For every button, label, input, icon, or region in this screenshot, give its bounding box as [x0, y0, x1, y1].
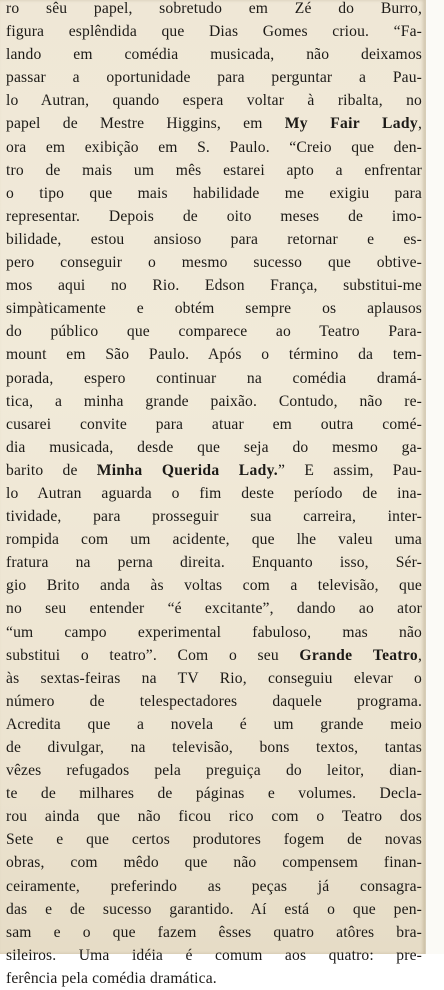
- article-line: [6, 805, 422, 828]
- text-run: ,: [417, 646, 422, 664]
- article-line: [6, 20, 422, 43]
- text-run: lo Autran, quando espera voltar à ribalta, no: [6, 92, 422, 110]
- article-line: [6, 944, 422, 967]
- text-run: tica, a minha grande paixão. Contudo, não re-: [6, 392, 422, 410]
- text-run: às sextas-feiras na TV Rio, conseguiu elevar o: [6, 669, 422, 687]
- text-run: no seu entender “é excitante”, dando ao ator: [6, 600, 422, 618]
- text-run: rou ainda que não ficou rico com o Teatro dos: [6, 808, 422, 826]
- bold-title-text: My Fair Lady: [284, 115, 418, 133]
- text-run: simpàticamente e obtém sempre os aplausos: [6, 300, 422, 318]
- article-line: [6, 182, 422, 205]
- article-line: [6, 828, 422, 851]
- text-run: “um campo experimental fabuloso, mas não: [6, 623, 422, 641]
- text-run: lo Autran aguarda o fim deste período de ina-: [6, 484, 422, 502]
- article-line: [6, 251, 422, 274]
- article-line: [6, 228, 422, 251]
- text-run: papel de Mestre Higgins, em: [6, 115, 285, 133]
- paper-edge: [425, 0, 444, 954]
- bold-title-text: Grande Teatro: [299, 646, 418, 664]
- article-line: [6, 574, 422, 597]
- text-run: ,: [417, 115, 422, 133]
- text-run: porada, espero continuar na comédia dramá-: [6, 369, 422, 387]
- article-line: [6, 967, 422, 990]
- article-text-column: [6, 0, 422, 990]
- article-line: [6, 367, 422, 390]
- article-line: [6, 482, 422, 505]
- text-run: passar a oportunidade para perguntar a Pau-: [6, 69, 422, 87]
- text-run: rompida com um acidente, que lhe valeu uma: [6, 531, 422, 549]
- article-line: [6, 528, 422, 551]
- article-line: [6, 320, 422, 343]
- article-line: [6, 851, 422, 874]
- text-run: ora em exibição em S. Paulo. “Creio que den-: [6, 138, 422, 156]
- article-line: [6, 505, 422, 528]
- text-run: mount em São Paulo. Após o término da tem-: [6, 346, 422, 364]
- article-line: [6, 205, 422, 228]
- article-line: [6, 159, 422, 182]
- article-line: [6, 644, 422, 667]
- article-line: [6, 436, 422, 459]
- text-run: representar. Depois de oito meses de imo-: [6, 207, 422, 225]
- text-run: pero conseguir o mesmo sucesso que obtive-: [6, 254, 422, 272]
- text-run: do público que comparece ao Teatro Para-: [6, 323, 422, 341]
- article-line: [6, 413, 422, 436]
- article-line: [6, 89, 422, 112]
- article-line: [6, 343, 422, 366]
- text-run: lando em comédia musicada, não deixamos: [6, 46, 422, 64]
- article-line: [6, 597, 422, 620]
- text-run: sileiros. Uma idéia é comum aos quatro: pre-: [6, 946, 422, 964]
- article-line: [6, 297, 422, 320]
- text-run: vêzes refugados pela preguiça do leitor, dian-: [6, 762, 422, 780]
- article-line: [6, 690, 422, 713]
- article-line: [6, 736, 422, 759]
- article-line: [6, 66, 422, 89]
- article-line: [6, 782, 422, 805]
- article-line: [6, 390, 422, 413]
- article-line: [6, 875, 422, 898]
- text-run: barito de: [6, 461, 97, 479]
- text-run: das e de sucesso garantido. Aí está o que pen-: [6, 900, 422, 918]
- article-line: [6, 136, 422, 159]
- article-line: [6, 921, 422, 944]
- text-run: obras, com mêdo que não compensem finan-: [6, 854, 422, 872]
- article-line: [6, 551, 422, 574]
- text-run: gio Brito anda às voltas com a televisão, que: [6, 577, 422, 595]
- article-line: [6, 713, 422, 736]
- text-run: ferência pela comédia dramática.: [6, 969, 217, 987]
- article-line: [6, 459, 422, 482]
- text-run: te de milhares de páginas e volumes. Decla-: [6, 785, 422, 803]
- text-run: substitui o teatro”. Com o seu: [6, 646, 300, 664]
- text-run: Acredita que a novela é um grande meio: [6, 715, 422, 733]
- article-line: [6, 43, 422, 66]
- bold-title-text: Minha Querida Lady.: [96, 461, 279, 479]
- text-run: bilidade, estou ansioso para retornar e es-: [6, 230, 422, 248]
- text-run: figura esplêndida que Dias Gomes criou. “Fa-: [6, 23, 422, 41]
- article-line: [6, 759, 422, 782]
- article-line: [6, 898, 422, 921]
- text-run: dia musicada, desde que seja do mesmo ga-: [6, 438, 422, 456]
- text-run: ” E assim, Pau-: [278, 461, 422, 479]
- text-run: tividade, para prosseguir sua carreira, inter-: [6, 508, 422, 526]
- text-run: o tipo que mais habilidade me exigiu para: [6, 184, 422, 202]
- article-line: [6, 112, 422, 135]
- article-line: [6, 621, 422, 644]
- text-run: mos aqui no Rio. Edson França, substitui-me: [6, 277, 422, 295]
- article-line: [6, 0, 422, 20]
- text-run: Sete e que certos produtores fogem de novas: [6, 831, 422, 849]
- text-run: tro de mais um mês estarei apto a enfrentar: [6, 161, 422, 179]
- article-line: [6, 667, 422, 690]
- text-run: sam e o que fazem êsses quatro atôres bra-: [6, 923, 422, 941]
- text-run: ro sêu papel, sobretudo em Zé do Burro,: [6, 0, 422, 17]
- text-run: número de telespectadores daquele programa.: [6, 692, 422, 710]
- text-run: fratura na perna direita. Enquanto isso, Sér-: [6, 554, 422, 572]
- text-run: cusarei convite para atuar em outra comé-: [6, 415, 422, 433]
- text-run: ceiramente, preferindo as peças já consagra-: [6, 877, 422, 895]
- article-line: [6, 274, 422, 297]
- text-run: de divulgar, na televisão, bons textos, tantas: [6, 739, 422, 756]
